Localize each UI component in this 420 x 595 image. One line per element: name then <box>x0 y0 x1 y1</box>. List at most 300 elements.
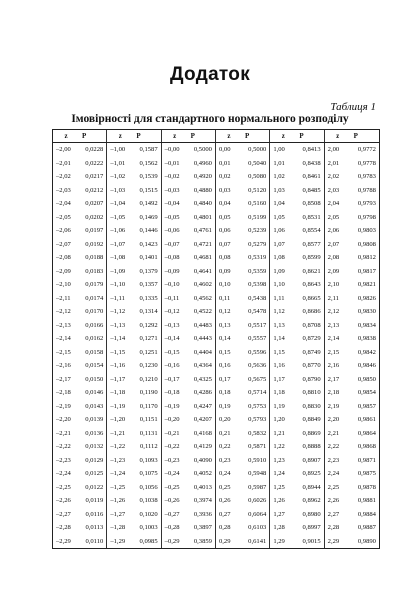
header-p: P <box>299 132 304 140</box>
z-value: –2,06 <box>56 227 71 235</box>
value-group <box>270 440 324 454</box>
table-row <box>53 427 379 441</box>
z-value: 0,18 <box>218 389 231 397</box>
value-group <box>162 238 216 252</box>
probability-value: 0,4364 <box>193 362 212 370</box>
header-p: P <box>136 132 141 140</box>
value-group <box>162 508 216 522</box>
z-value: –1,21 <box>110 429 126 437</box>
probability-value: 0,5438 <box>248 294 267 302</box>
z-value: 0,06 <box>218 227 231 235</box>
probability-value: 0,9857 <box>357 402 376 410</box>
value-group <box>216 278 270 292</box>
value-group <box>270 346 324 360</box>
value-group <box>53 319 107 333</box>
z-value: –2,28 <box>56 524 71 532</box>
probability-value: 0,5160 <box>248 200 267 208</box>
value-group <box>270 521 324 535</box>
probability-value: 0,0192 <box>85 240 104 248</box>
z-value: –0,18 <box>164 389 180 397</box>
value-group <box>107 197 161 211</box>
z-value: 2,00 <box>327 146 340 154</box>
value-group <box>162 170 216 184</box>
z-value: –1,01 <box>110 159 126 167</box>
value-group <box>107 440 161 454</box>
probability-value: 0,3897 <box>193 524 212 532</box>
value-group <box>325 319 379 333</box>
probability-value: 0,4801 <box>193 213 212 221</box>
z-value: 2,06 <box>327 227 340 235</box>
z-value: 1,10 <box>273 281 285 289</box>
header-z: z <box>173 132 177 140</box>
z-value: –2,25 <box>56 483 71 491</box>
probability-value: 0,4286 <box>193 389 212 397</box>
value-group <box>53 332 107 346</box>
z-value: 0,07 <box>218 240 231 248</box>
value-group <box>216 211 270 225</box>
value-group <box>53 265 107 279</box>
value-group <box>325 292 379 306</box>
probability-value: 0,8665 <box>302 294 321 302</box>
z-value: 0,15 <box>218 348 231 356</box>
z-value: –2,12 <box>56 308 71 316</box>
z-value: 0,05 <box>218 213 231 221</box>
probability-value: 0,8888 <box>302 443 321 451</box>
z-value: –0,04 <box>164 200 180 208</box>
z-value: –2,29 <box>56 537 71 545</box>
probability-value: 0,9875 <box>357 470 376 478</box>
probability-value: 0,4443 <box>193 335 212 343</box>
value-group <box>270 508 324 522</box>
table-row <box>53 508 379 522</box>
probability-value: 0,9803 <box>357 227 376 235</box>
value-group <box>107 400 161 414</box>
probability-value: 0,0202 <box>85 213 104 221</box>
probability-value: 0,0116 <box>85 510 104 518</box>
probability-value: 0,0197 <box>85 227 104 235</box>
value-group <box>325 170 379 184</box>
probability-value: 0,1423 <box>139 240 158 248</box>
probability-value: 0,4483 <box>193 321 212 329</box>
value-group <box>53 157 107 171</box>
z-value: 1,19 <box>273 402 285 410</box>
probability-value: 0,9890 <box>357 537 376 545</box>
value-group <box>162 184 216 198</box>
z-value: –1,25 <box>110 483 126 491</box>
normal-distribution-table <box>52 129 380 549</box>
z-value: 1,07 <box>273 240 285 248</box>
value-group <box>216 467 270 481</box>
value-group <box>162 413 216 427</box>
value-group <box>216 319 270 333</box>
value-group <box>325 413 379 427</box>
z-value: –2,00 <box>56 146 71 154</box>
value-group <box>216 400 270 414</box>
z-value: –1,29 <box>110 537 126 545</box>
value-group <box>270 454 324 468</box>
probability-value: 0,5478 <box>248 308 267 316</box>
value-group <box>107 467 161 481</box>
z-value: 2,04 <box>327 200 340 208</box>
z-value: 1,26 <box>273 497 285 505</box>
probability-value: 0,3936 <box>193 510 212 518</box>
z-value: –0,02 <box>164 173 180 181</box>
probability-value: 0,4207 <box>193 416 212 424</box>
z-value: 0,01 <box>218 159 231 167</box>
probability-value: 0,5987 <box>248 483 267 491</box>
z-value: –1,24 <box>110 470 126 478</box>
probability-value: 0,9834 <box>357 321 376 329</box>
probability-value: 0,5793 <box>248 416 267 424</box>
probability-value: 0,5910 <box>248 456 267 464</box>
z-value: 0,11 <box>218 294 231 302</box>
value-group <box>53 238 107 252</box>
probability-value: 0,1230 <box>139 362 158 370</box>
value-group <box>53 224 107 238</box>
z-value: 2,29 <box>327 537 340 545</box>
value-group <box>216 143 270 157</box>
header-p: P <box>82 132 87 140</box>
z-value: 2,15 <box>327 348 340 356</box>
z-value: 0,26 <box>218 497 231 505</box>
value-group <box>53 346 107 360</box>
probability-value: 0,1210 <box>139 375 158 383</box>
z-value: 2,05 <box>327 213 340 221</box>
value-group <box>216 440 270 454</box>
value-group <box>162 211 216 225</box>
probability-value: 0,5517 <box>248 321 267 329</box>
z-value: 2,25 <box>327 483 340 491</box>
value-group <box>107 224 161 238</box>
value-group <box>325 238 379 252</box>
probability-value: 0,9864 <box>357 429 376 437</box>
z-value: 0,17 <box>218 375 231 383</box>
header-z: z <box>118 132 122 140</box>
value-group <box>162 157 216 171</box>
z-value: 0,02 <box>218 173 231 181</box>
value-group <box>53 211 107 225</box>
value-group <box>107 386 161 400</box>
z-value: 1,17 <box>273 375 285 383</box>
value-group <box>216 427 270 441</box>
probability-value: 0,1492 <box>139 200 158 208</box>
value-group <box>107 521 161 535</box>
table-row <box>53 319 379 333</box>
value-group <box>216 386 270 400</box>
z-value: 1,25 <box>273 483 285 491</box>
probability-value: 0,8599 <box>302 254 321 262</box>
z-value: 1,21 <box>273 429 285 437</box>
z-value: –1,05 <box>110 213 126 221</box>
probability-value: 0,0132 <box>85 443 104 451</box>
z-value: 1,22 <box>273 443 285 451</box>
probability-value: 0,4920 <box>193 173 212 181</box>
header-group <box>53 130 107 142</box>
z-value: 0,29 <box>218 537 231 545</box>
z-value: –1,00 <box>110 146 126 154</box>
probability-value: 0,0207 <box>85 200 104 208</box>
probability-value: 0,9821 <box>357 281 376 289</box>
probability-value: 0,6026 <box>248 497 267 505</box>
probability-value: 0,1075 <box>139 470 158 478</box>
probability-value: 0,5199 <box>248 213 267 221</box>
z-value: –1,26 <box>110 497 126 505</box>
table-row <box>53 413 379 427</box>
z-value: 1,13 <box>273 321 285 329</box>
header-z: z <box>227 132 231 140</box>
probability-value: 0,8643 <box>302 281 321 289</box>
probability-value: 0,1401 <box>139 254 158 262</box>
z-value: 1,18 <box>273 389 285 397</box>
z-value: 2,14 <box>327 335 340 343</box>
probability-value: 0,9842 <box>357 348 376 356</box>
probability-value: 0,1003 <box>139 524 158 532</box>
z-value: 0,12 <box>218 308 231 316</box>
value-group <box>216 508 270 522</box>
value-group <box>270 184 324 198</box>
value-group <box>270 373 324 387</box>
value-group <box>270 427 324 441</box>
value-group <box>107 238 161 252</box>
probability-value: 0,5080 <box>248 173 267 181</box>
probability-value: 0,1587 <box>139 146 158 154</box>
probability-value: 0,3859 <box>193 537 212 545</box>
probability-value: 0,1539 <box>139 173 158 181</box>
z-value: 1,03 <box>273 186 285 194</box>
table-row <box>53 494 379 508</box>
probability-value: 0,4721 <box>193 240 212 248</box>
table-row <box>53 332 379 346</box>
value-group <box>107 332 161 346</box>
table-row <box>53 454 379 468</box>
probability-value: 0,1446 <box>139 227 158 235</box>
probability-value: 0,6141 <box>248 537 267 545</box>
probability-value: 0,1093 <box>139 456 158 464</box>
probability-value: 0,5040 <box>248 159 267 167</box>
value-group <box>162 481 216 495</box>
header-z: z <box>336 132 340 140</box>
probability-value: 0,9838 <box>357 335 376 343</box>
probability-value: 0,8531 <box>302 213 321 221</box>
probability-value: 0,8980 <box>302 510 321 518</box>
value-group <box>325 373 379 387</box>
z-value: 0,28 <box>218 524 231 532</box>
value-group <box>325 494 379 508</box>
z-value: –0,27 <box>164 510 180 518</box>
z-value: 2,18 <box>327 389 340 397</box>
z-value: –1,14 <box>110 335 126 343</box>
z-value: 1,11 <box>273 294 285 302</box>
probability-value: 0,0179 <box>85 281 104 289</box>
z-value: 2,11 <box>327 294 339 302</box>
probability-value: 0,5000 <box>193 146 212 154</box>
z-value: –1,10 <box>110 281 126 289</box>
value-group <box>162 535 216 549</box>
probability-value: 0,4761 <box>193 227 212 235</box>
probability-value: 0,0166 <box>85 321 104 329</box>
probability-value: 0,6103 <box>248 524 267 532</box>
value-group <box>53 521 107 535</box>
probability-value: 0,9850 <box>357 375 376 383</box>
probability-value: 0,8621 <box>302 267 321 275</box>
z-value: –1,13 <box>110 321 126 329</box>
value-group <box>162 373 216 387</box>
value-group <box>325 346 379 360</box>
z-value: 1,01 <box>273 159 285 167</box>
z-value: 0,14 <box>218 335 231 343</box>
table-row <box>53 184 379 198</box>
z-value: –0,26 <box>164 497 180 505</box>
z-value: –1,17 <box>110 375 126 383</box>
z-value: –0,21 <box>164 429 180 437</box>
z-value: –2,14 <box>56 335 71 343</box>
table-row <box>53 143 379 157</box>
value-group <box>53 143 107 157</box>
value-group <box>325 251 379 265</box>
header-group <box>162 130 216 142</box>
z-value: 0,21 <box>218 429 231 437</box>
probability-value: 0,8869 <box>302 429 321 437</box>
probability-value: 0,0174 <box>85 294 104 302</box>
value-group <box>270 143 324 157</box>
value-group <box>162 224 216 238</box>
z-value: –1,11 <box>110 294 125 302</box>
table-row <box>53 278 379 292</box>
z-value: 1,12 <box>273 308 285 316</box>
table-row <box>53 292 379 306</box>
probability-value: 0,8461 <box>302 173 321 181</box>
probability-value: 0,4013 <box>193 483 212 491</box>
probability-value: 0,0150 <box>85 375 104 383</box>
z-value: 2,07 <box>327 240 340 248</box>
probability-value: 0,5636 <box>248 362 267 370</box>
value-group <box>325 454 379 468</box>
z-value: 2,09 <box>327 267 340 275</box>
value-group <box>270 386 324 400</box>
z-value: –0,14 <box>164 335 180 343</box>
value-group <box>53 305 107 319</box>
value-group <box>325 278 379 292</box>
probability-value: 0,1038 <box>139 497 158 505</box>
value-group <box>270 319 324 333</box>
appendix-heading: Додаток <box>169 64 251 85</box>
probability-value: 0,5596 <box>248 348 267 356</box>
value-group <box>325 211 379 225</box>
z-value: 1,00 <box>273 146 285 154</box>
z-value: –1,03 <box>110 186 126 194</box>
value-group <box>216 170 270 184</box>
value-group <box>162 454 216 468</box>
z-value: –2,07 <box>56 240 71 248</box>
table-row <box>53 521 379 535</box>
probability-value: 0,0119 <box>85 497 104 505</box>
probability-value: 0,5557 <box>248 335 267 343</box>
probability-value: 0,4404 <box>193 348 212 356</box>
value-group <box>216 305 270 319</box>
z-value: –1,22 <box>110 443 126 451</box>
probability-value: 0,5832 <box>248 429 267 437</box>
table-row <box>53 265 379 279</box>
probability-value: 0,9817 <box>357 267 376 275</box>
probability-value: 0,4052 <box>193 470 212 478</box>
z-value: 2,21 <box>327 429 340 437</box>
value-group <box>270 359 324 373</box>
z-value: 2,28 <box>327 524 340 532</box>
value-group <box>270 481 324 495</box>
value-group <box>107 170 161 184</box>
probability-value: 0,4168 <box>193 429 212 437</box>
value-group <box>53 454 107 468</box>
value-group <box>53 251 107 265</box>
value-group <box>216 224 270 238</box>
z-value: 2,19 <box>327 402 340 410</box>
probability-value: 0,9783 <box>357 173 376 181</box>
probability-value: 0,0162 <box>85 335 104 343</box>
value-group <box>270 332 324 346</box>
probability-value: 0,1112 <box>140 443 158 451</box>
z-value: –0,05 <box>164 213 180 221</box>
value-group <box>53 373 107 387</box>
probability-value: 0,1151 <box>139 416 158 424</box>
probability-value: 0,5239 <box>248 227 267 235</box>
value-group <box>107 427 161 441</box>
z-value: 1,06 <box>273 227 285 235</box>
value-group <box>53 278 107 292</box>
probability-value: 0,0228 <box>85 146 104 154</box>
z-value: –1,08 <box>110 254 126 262</box>
value-group <box>270 413 324 427</box>
value-group <box>162 251 216 265</box>
z-value: –1,28 <box>110 524 126 532</box>
z-value: 0,25 <box>218 483 231 491</box>
z-value: 1,04 <box>273 200 285 208</box>
value-group <box>270 251 324 265</box>
probability-value: 0,1170 <box>139 402 158 410</box>
probability-value: 0,0222 <box>85 159 104 167</box>
value-group <box>270 170 324 184</box>
table-row <box>53 305 379 319</box>
header-p: P <box>244 132 250 140</box>
value-group <box>53 481 107 495</box>
z-value: –2,03 <box>56 186 71 194</box>
table-row <box>53 467 379 481</box>
probability-value: 0,1562 <box>139 159 158 167</box>
value-group <box>216 413 270 427</box>
value-group <box>162 494 216 508</box>
value-group <box>270 467 324 481</box>
probability-value: 0,9861 <box>357 416 376 424</box>
value-group <box>162 292 216 306</box>
z-value: 0,08 <box>218 254 231 262</box>
z-value: 2,17 <box>327 375 340 383</box>
probability-value: 0,9871 <box>357 456 376 464</box>
z-value: 1,14 <box>273 335 285 343</box>
value-group <box>107 346 161 360</box>
probability-value: 0,5000 <box>248 146 267 154</box>
probability-value: 0,9826 <box>357 294 376 302</box>
probability-value: 0,0158 <box>85 348 104 356</box>
value-group <box>162 346 216 360</box>
z-value: –1,23 <box>110 456 126 464</box>
z-value: 2,12 <box>327 308 340 316</box>
z-value: –0,22 <box>164 443 180 451</box>
value-group <box>216 521 270 535</box>
z-value: –2,09 <box>56 267 71 275</box>
value-group <box>270 292 324 306</box>
z-value: –2,11 <box>56 294 71 302</box>
z-value: 0,16 <box>218 362 231 370</box>
z-value: –0,11 <box>164 294 180 302</box>
